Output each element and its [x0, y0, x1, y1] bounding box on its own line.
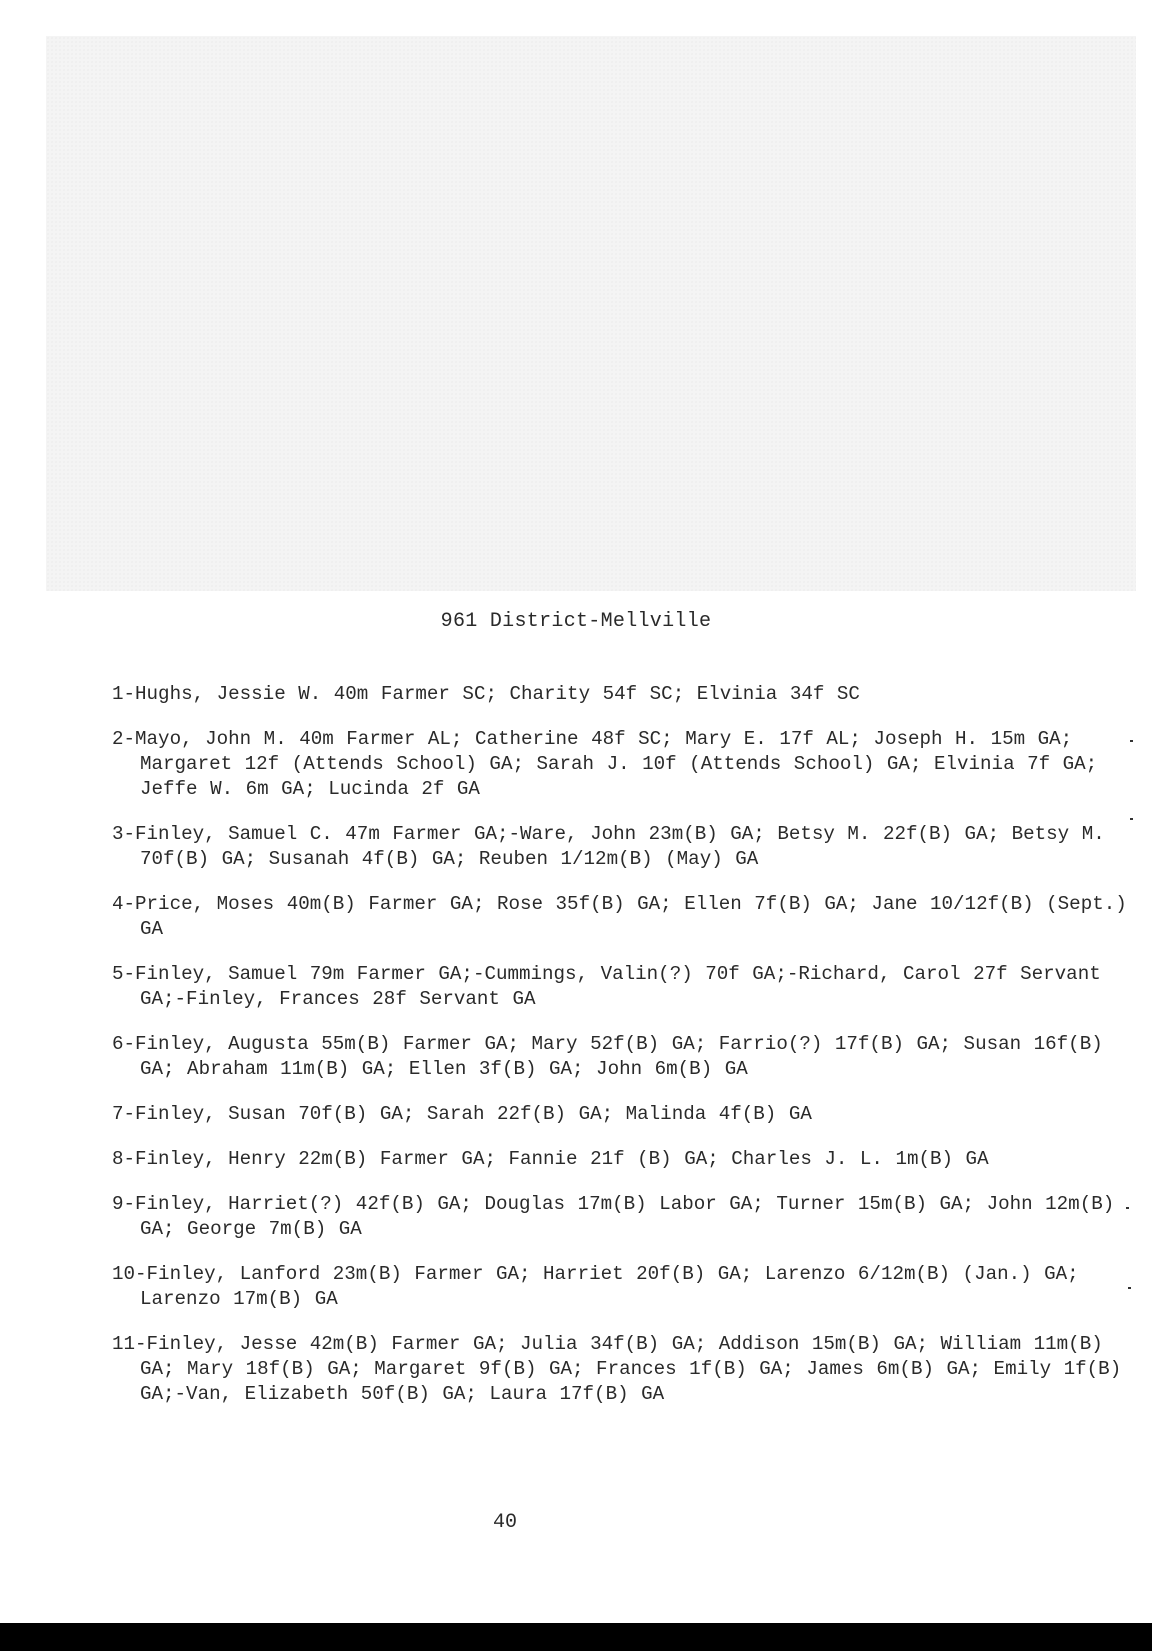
census-entry: 1-Hughs, Jessie W. 40m Farmer SC; Charity 54f SC; Elvinia 34f SC	[112, 683, 860, 705]
census-entry: 9-Finley, Harriet(?) 42f(B) GA; Douglas 17m(B) Labor GA; Turner 15m(B) GA; John 12m(B) GA; George 7m(B) GA	[112, 1193, 1115, 1240]
census-entry: 3-Finley, Samuel C. 47m Farmer GA;-Ware, John 23m(B) GA; Betsy M. 22f(B) GA; Betsy M. 70f(B) GA; Susanah 4f(B) GA; Reuben 1/12m(B) (May) GA	[112, 823, 1105, 870]
census-entry: 11-Finley, Jesse 42m(B) Farmer GA; Julia 34f(B) GA; Addison 15m(B) GA; William 11m(B) GA; Mary 18f(B) GA; Margaret 9f(B) GA; Frances 1f(B) GA; James 6m(B) GA; Emily 1f(B) GA;-Van, Elizabeth 50f(B) GA; Laura 17f(B) GA	[112, 1333, 1122, 1405]
district-heading: 961 District-Mellville	[440, 610, 712, 633]
census-entry: 7-Finley, Susan 70f(B) GA; Sarah 22f(B) GA; Malinda 4f(B) GA	[112, 1103, 812, 1125]
census-entries	[112, 682, 1132, 1427]
margin-mark	[1126, 1207, 1129, 1209]
census-entry: 8-Finley, Henry 22m(B) Farmer GA; Fannie 21f (B) GA; Charles J. L. 1m(B) GA	[112, 1148, 989, 1170]
margin-mark	[1130, 818, 1133, 820]
scan-shaded-area	[46, 36, 1136, 591]
margin-mark	[1128, 1287, 1131, 1289]
census-entry: 2-Mayo, John M. 40m Farmer AL; Catherine 48f SC; Mary E. 17f AL; Joseph H. 15m GA; Margaret 12f (Attends School) GA; Sarah J. 10f (Attends School) GA; Elvinia 7f GA; Jeffe W. 6m GA; Lucinda 2f GA	[112, 728, 1098, 800]
census-entry: 4-Price, Moses 40m(B) Farmer GA; Rose 35f(B) GA; Ellen 7f(B) GA; Jane 10/12f(B) (Sept.) GA	[112, 893, 1127, 940]
page-number: 40	[492, 1511, 517, 1534]
census-entry: 5-Finley, Samuel 79m Farmer GA;-Cummings, Valin(?) 70f GA;-Richard, Carol 27f Servant GA;-Finley, Frances 28f Servant GA	[112, 963, 1101, 1010]
census-entry: 10-Finley, Lanford 23m(B) Farmer GA; Harriet 20f(B) GA; Larenzo 6/12m(B) (Jan.) GA; Larenzo 17m(B) GA	[112, 1263, 1079, 1310]
margin-mark	[1130, 740, 1133, 742]
census-entry: 6-Finley, Augusta 55m(B) Farmer GA; Mary 52f(B) GA; Farrio(?) 17f(B) GA; Susan 16f(B) GA; Abraham 11m(B) GA; Ellen 3f(B) GA; John 6m(B) GA	[112, 1033, 1103, 1080]
scan-bottom-edge	[0, 1623, 1152, 1651]
